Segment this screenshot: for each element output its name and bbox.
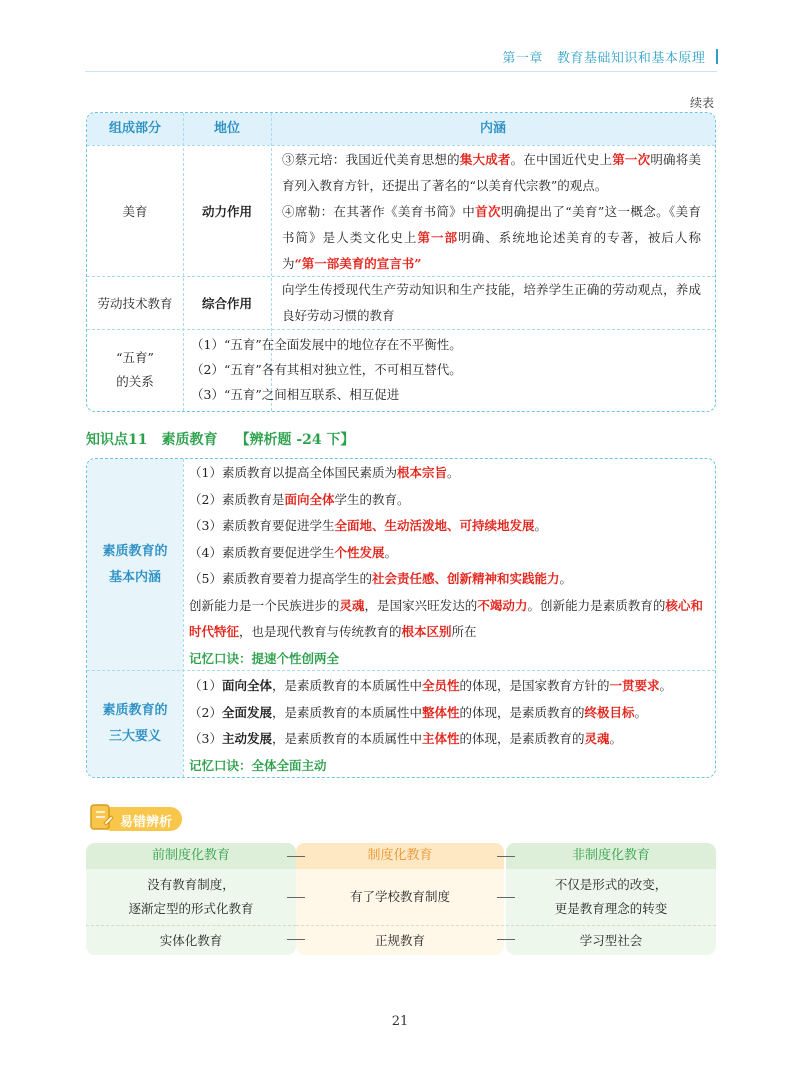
non-institutional-column (506, 843, 716, 955)
header-status: 地位 (213, 121, 240, 136)
innovation-paragraph: 创新能力是一个民族进步的灵魂，是国家兴旺发达的不竭动力。创新能力是素质教育的核心和时代特征，也是现代教育与传统教育的根本区别所在 (189, 597, 703, 639)
list-item: （1）“五育”在全面发展中的地位存在不平衡性。 (191, 337, 462, 352)
row-status-labor: 综合作用 (201, 295, 252, 311)
column-cell: 实体化教育 (86, 925, 296, 955)
list-item: （3）“五育”之间相互联系、相互促进 (191, 387, 400, 402)
running-header (502, 47, 718, 66)
section-label-meaning: 素质教育的 基本内涵 (87, 459, 183, 670)
connector-line (497, 856, 515, 857)
page-number: 21 (391, 1014, 409, 1029)
list-item: （4）素质教育要促进学生个性发展。 (189, 544, 397, 560)
column-head: 非制度化教育 (506, 843, 716, 869)
column-cell: 不仅是形式的改变， 更是教育理念的转变 (554, 877, 668, 916)
mnemonic: 记忆口诀：提速个性创两全 (189, 650, 340, 666)
header-bar (716, 49, 718, 64)
wuyu-label-line2: 的关系 (116, 374, 154, 389)
connector-line (287, 939, 305, 940)
continued-label: 续表 (689, 96, 714, 110)
column-head: 前制度化教育 (86, 843, 296, 869)
chapter-title: 教育基础知识和基本原理 (556, 51, 706, 66)
schiller-paragraph: ④席勒：在其著作《美育书简》中首次明确提出了“美育”这一概念。《美育书简》是人类文化史上第一部明确、系统地论述美育的专著，被后人称为“第一部美育的宣言书” (282, 204, 701, 271)
list-item: （5）素质教育要着力提高学生的社会责任感、创新精神和实践能力。 (189, 571, 572, 586)
badge-label: 易错辨析 (120, 815, 173, 830)
wuyu-content (191, 332, 701, 407)
book-icon (88, 803, 114, 833)
connector-line (287, 856, 305, 857)
list-item: （3）素质教育要促进学生全面地、生动活泼地、可持续地发展。 (189, 518, 547, 533)
list-item: （2）全面发展，是素质教育的本质属性中整体性的体现，是素质教育的终极目标。 (189, 704, 648, 720)
chapter-label: 第一章 (502, 51, 543, 66)
education-components-table (86, 112, 716, 412)
column-cell: 正规教育 (296, 925, 504, 955)
col-divider (183, 459, 184, 777)
header-part: 组成部分 (108, 121, 161, 136)
quality-education-table (86, 458, 716, 778)
mnemonic: 记忆口诀：全体全面主动 (189, 757, 327, 773)
list-item: （2）素质教育是面向全体学生的教育。 (189, 491, 410, 507)
connector-line (287, 897, 305, 898)
labor-content: 向学生传授现代生产劳动知识和生产技能，培养学生正确的劳动观点，养成良好劳动习惯的教育 (282, 282, 701, 323)
header-content: 内涵 (479, 121, 506, 136)
institutional-column (296, 843, 504, 955)
column-head: 制度化教育 (296, 843, 504, 869)
connector-line (497, 939, 515, 940)
knowledge-point-title (86, 429, 355, 449)
column-cell: 有了学校教育制度 (349, 889, 450, 904)
cai-yuanpei-paragraph: ③蔡元培：我国近代美育思想的集大成者。在中国近代史上第一次明确将美育列入教育方针，还提出了著名的“以美育代宗教”的观点。 (282, 152, 701, 193)
column-cell: 没有教育制度， 逐渐定型的形式化教育 (128, 877, 254, 916)
row-part-wuyu (87, 329, 183, 411)
essentials-content (189, 673, 703, 778)
row-status-meiyu: 动力作用 (201, 203, 252, 219)
list-item: （2）“五育”各有其相对独立性，不可相互替代。 (191, 362, 462, 377)
list-item: （1）面向全体，是素质教育的本质属性中全员性的体现，是国家教育方针的一贯要求。 (189, 678, 673, 693)
list-item: （3）主动发展，是素质教育的本质属性中主体性的体现，是素质教育的灵魂。 (189, 731, 623, 746)
section-label-essentials: 素质教育的 三大要义 (87, 670, 183, 777)
list-item: （1）素质教育以提高全体国民素质为根本宗旨。 (189, 465, 460, 480)
row-part-labor: 劳动技术教育 (97, 295, 173, 311)
meiyu-content (282, 147, 701, 277)
pre-institutional-column (86, 843, 296, 955)
row-part-meiyu: 美育 (122, 203, 148, 219)
kp-name: 知识点11 素质教育 (86, 432, 218, 448)
meaning-content (189, 460, 703, 672)
column-cell: 学习型社会 (506, 925, 716, 955)
kp-exam-tag: 【辨析题 -24 下】 (235, 432, 355, 448)
wuyu-label-line1: “五育” (116, 350, 154, 365)
connector-line (497, 897, 515, 898)
header-divider (85, 71, 717, 72)
